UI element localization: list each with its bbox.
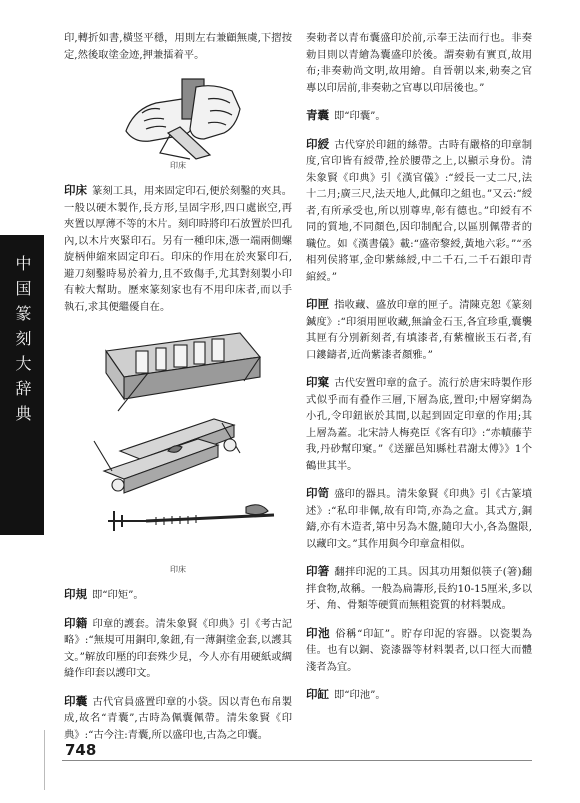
entry-term: 印缸 — [306, 687, 329, 701]
right-column — [306, 30, 532, 704]
figure-hands-holding-seal — [64, 69, 292, 171]
entry-term: 印籍 — [64, 615, 88, 630]
entry-yinnang — [64, 693, 292, 744]
entry-definition: 翻拌印泥的工具。因其功用類似筷子(箸)翻拌食物,故稱。一般為扁籌形,長約10-15厘米,多以牙、角、骨類等硬質而無粗瓷質的材料製成。 — [306, 566, 533, 611]
entry-definition: 古代官員盛置印章的小袋。因以青色布帛製成,故名“青囊”,古時為佩囊佩帶。清朱象賢《印典》:“古今注:青囊,所以盛印也,古為之印囊。 — [64, 695, 293, 741]
left-top-text: 印,轉折如書,橫竖平穩，用則左右兼顧無虞,下摺按定,然後取塗金迹,押兼擂着平。 — [64, 32, 292, 61]
entry-yinzhu — [306, 563, 532, 614]
entry-definition: 印章的護套。清朱象賢《印典》引《考古記略》:“無規可用銅印,象鈕,有一薄銅塗金套,以護其文。”解放印壓的印套殊少見，今人亦有用硬紙或綢縫作印套以護印文。 — [64, 617, 293, 679]
entry-yinchao — [306, 374, 532, 474]
entry-definition: 盛印的器具。清朱象賢《印典》引《古篆墳述》:“私印非佩,故有印笥,亦為之盒。其式方,銅鑄,亦有木造者,第中另為木盤,隨印大小,各為盤限,以藏印文。”其作用與今印章盒相似。 — [306, 488, 533, 550]
chapter-side-tab — [0, 235, 44, 535]
entry-yinji — [64, 615, 292, 682]
figure-seal-clamps — [64, 321, 292, 575]
figure-caption: 印床 — [170, 161, 186, 170]
entry-term: 印箸 — [306, 564, 330, 578]
entry-definition: 俗稱“印缸”。貯存印泥的容器。以瓷製為佳。也有以銅、瓷漆器等材料製者,以口徑大而體淺者為宜。 — [306, 627, 533, 673]
entry-yinshou — [306, 136, 532, 286]
margin-rule — [44, 730, 45, 790]
entry-term: 印池 — [306, 625, 331, 640]
entry-term: 印囊 — [64, 693, 88, 708]
entry-definition: 古代安置印章的盒子。流行於唐宋時製作形式似乎而有叠作三層,下層為底,置印;中層穿網為小孔,令印鈕嵌於其間,以起到固定印章的作用;其上層為蓋。北宋詩人梅堯臣《客有印》:“赤幘藤芋我,丹砂幫印窠。”《送羅邑知縣杜君謝太傅》》1个鶴世其半。 — [306, 377, 533, 472]
entry-yingui — [64, 586, 292, 604]
entry-term: 印綬 — [306, 136, 330, 151]
entry-term: 青囊 — [306, 108, 329, 122]
entry-yinchuang — [64, 182, 292, 315]
entry-term: 印規 — [64, 587, 87, 601]
entry-definition: 即“印矩”。 — [92, 589, 144, 601]
entry-definition: 指收藏、盛放印章的匣子。清陳克恕《篆刻鍼度》:“印須用匣收藏,無論金石玉,各宜珍重,囊襲其匣有分別新刻者,有填漆者,有紫檀嵌玉石者,有口鏤鑄者,近尚紫漆者顏雅。” — [306, 299, 533, 361]
left-column — [64, 30, 292, 743]
entry-qingnang — [306, 107, 532, 125]
hands-illustration — [64, 69, 292, 161]
entry-yinsi — [306, 485, 532, 552]
entry-definition: 即“印囊”。 — [334, 110, 386, 122]
entry-term: 印窠 — [306, 375, 330, 389]
entry-term: 印匣 — [306, 297, 330, 311]
entry-definition: 古代穿於印鈕的絲帶。古時有嚴格的印章制度,官印皆有綬帶,拴於腰帶之上,以顯示身份。清朱象賢《印典》引《漢官儀》:“綬長一丈二尺,法十二月;廣三尺,法天地人,此佩印之組也。”又云:“綬者,有所承受也,所以別尊卑,彰有德也。”印綬有不同的質地,不同顏色,因印制配合,以區別佩帶者的職位。如《漢書儀》載:“盛帝黎綬,黃地六彩。”“丞相列侯將軍,金印紫絲綬,中二千石,二千石銀印青綰綬。” — [306, 138, 533, 283]
seal-clamp-illustration — [64, 321, 292, 565]
entry-term: 印床 — [64, 183, 88, 197]
figure-caption: 印床 — [170, 565, 186, 574]
entry-definition: 即“印池”。 — [334, 689, 386, 701]
bottom-rule — [62, 760, 532, 761]
entry-yinxia — [306, 296, 532, 363]
entry-term: 印笥 — [306, 486, 330, 500]
right-top-text: 奏勅者以青布囊盛印於前,示奉王法而行也。非奏勅目則以青繪為囊盛印於後。謂奏勅有實頁,故用布;非奏勅尚文明,故用繪。自晉朝以来,勅奏之官專以印居前,非奏勅之官專以印居後也。” — [306, 32, 532, 94]
page-number: 748 — [65, 741, 97, 759]
entry-yinchi — [306, 625, 532, 676]
side-title: 中国篆刻大辞典 — [13, 255, 32, 430]
entry-yingang — [306, 686, 532, 704]
entry-definition: 篆刻工具，用来固定印石,便於刻鑿的夾具。一般以硬木製作,長方形,呈固字形,四口處嵌空,再夾置以厚薄不等的木片。刻印時將印石放置於凹孔內,以木片夾緊印石。另有一種印床,憑一端兩側螺旋柄伸縮來固定印石。印床的作用在於夾緊印石,避刀刻鑿時易於着力,且不致傷手,尤其對刻製小印有較大幫助。歷來篆刻家也有不用印床者,而以手執石,求其便繼優自在。 — [64, 185, 292, 313]
